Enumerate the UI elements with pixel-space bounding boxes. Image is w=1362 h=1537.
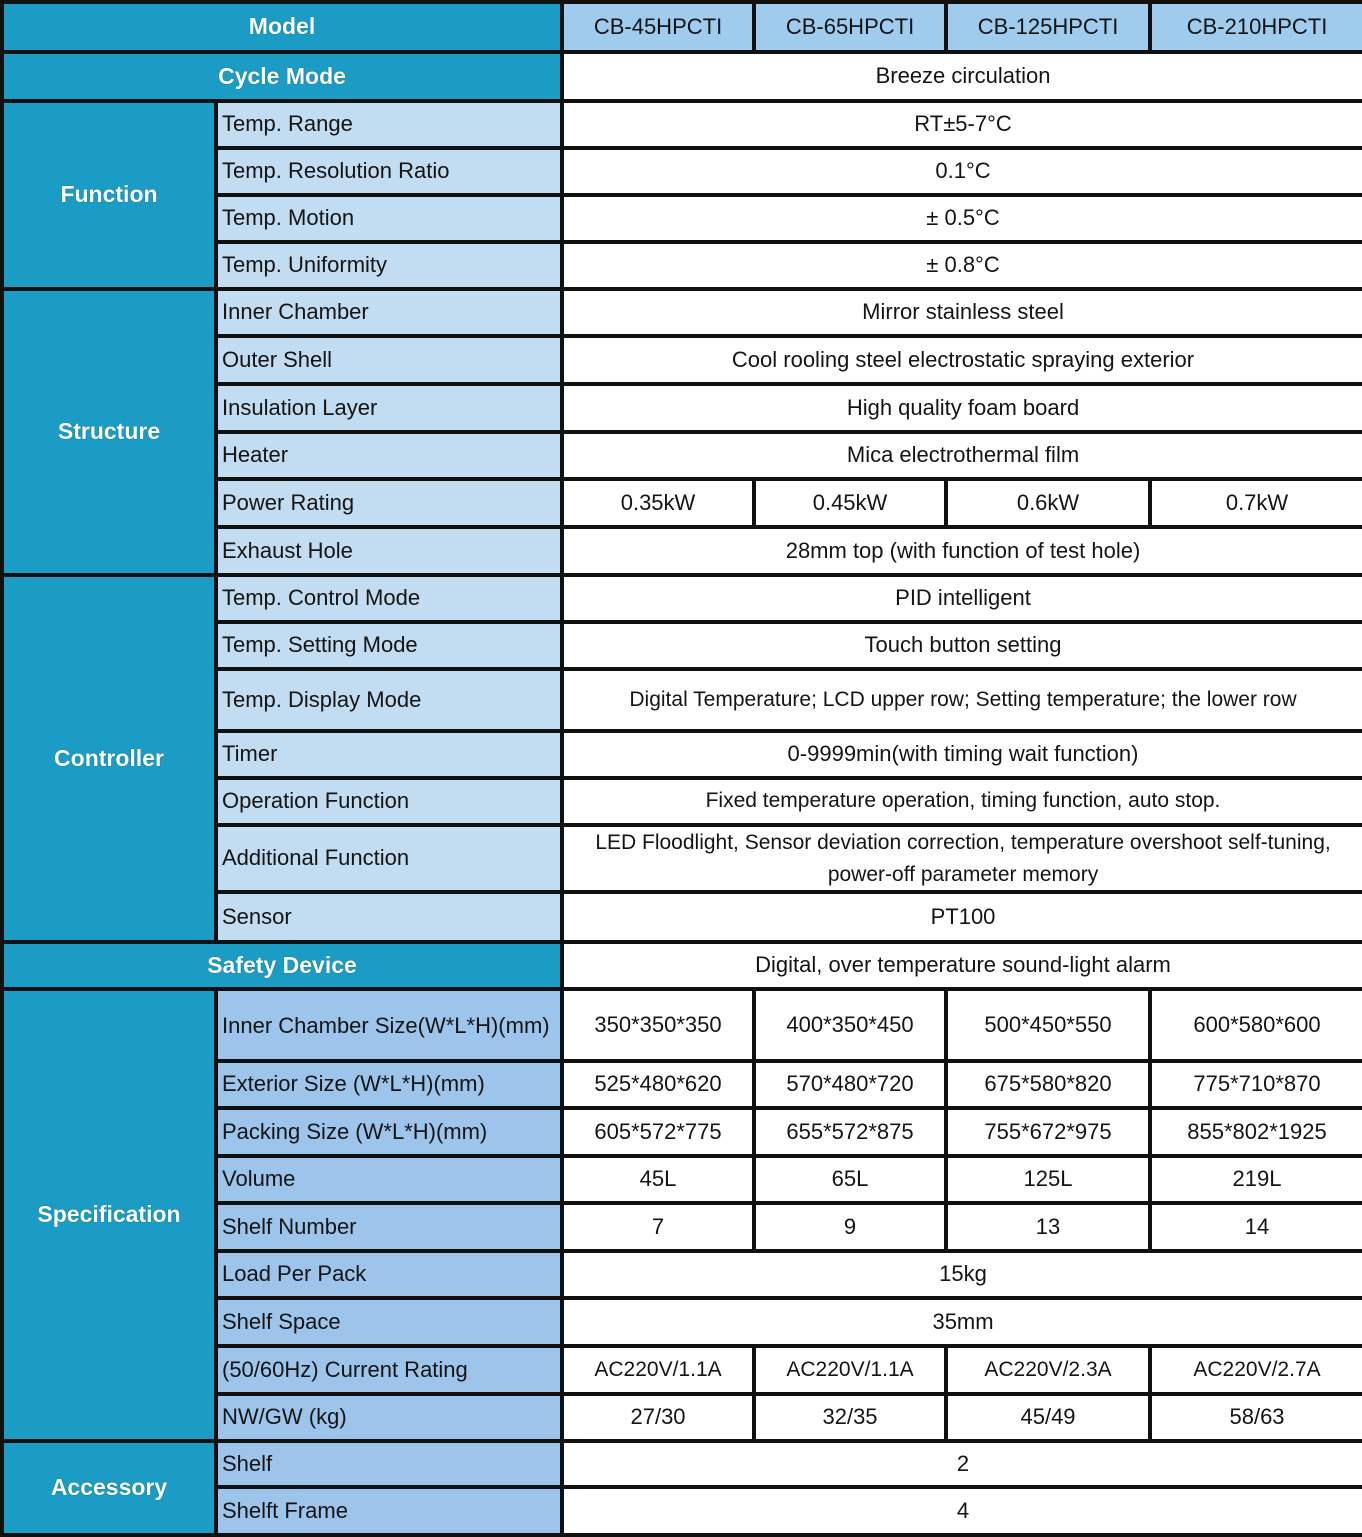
model-label: Model — [2, 2, 562, 52]
row-label: Heater — [216, 432, 562, 479]
row-value: 14 — [1150, 1203, 1362, 1251]
row-value: 400*350*450 — [754, 989, 946, 1061]
controller-category: Controller — [2, 575, 216, 942]
table-row — [2, 1441, 1362, 1487]
row-label: Power Rating — [216, 479, 562, 527]
row-value: Cool rooling steel electrostatic spraying exterior — [562, 336, 1362, 384]
row-value: 855*802*1925 — [1150, 1108, 1362, 1156]
row-value: 600*580*600 — [1150, 989, 1362, 1061]
row-value: Fixed temperature operation, timing function, auto stop. — [562, 778, 1362, 825]
row-value: 0.1°C — [562, 148, 1362, 195]
table-row — [2, 289, 1362, 336]
row-value: 65L — [754, 1156, 946, 1203]
table-row — [2, 101, 1362, 148]
row-value: 35mm — [562, 1298, 1362, 1346]
row-label: Shelf — [216, 1441, 562, 1487]
row-label: Packing Size (W*L*H)(mm) — [216, 1108, 562, 1156]
row-value: 27/30 — [562, 1394, 754, 1441]
row-label: Timer — [216, 731, 562, 778]
row-value: RT±5-7°C — [562, 101, 1362, 148]
row-value: PID intelligent — [562, 575, 1362, 622]
row-value: 28mm top (with function of test hole) — [562, 527, 1362, 575]
row-value: 219L — [1150, 1156, 1362, 1203]
row-value: 0.7kW — [1150, 479, 1362, 527]
row-value: 350*350*350 — [562, 989, 754, 1061]
model-name: CB-45HPCTI — [562, 2, 754, 52]
row-value: 13 — [946, 1203, 1150, 1251]
row-label: Shelf Number — [216, 1203, 562, 1251]
row-value: 9 — [754, 1203, 946, 1251]
row-label: (50/60Hz) Current Rating — [216, 1346, 562, 1394]
cycle-mode-row — [2, 52, 1362, 101]
model-row — [2, 2, 1362, 52]
function-category: Function — [2, 101, 216, 289]
row-label: Temp. Resolution Ratio — [216, 148, 562, 195]
row-label: Insulation Layer — [216, 384, 562, 432]
row-value: 675*580*820 — [946, 1061, 1150, 1108]
row-label: NW/GW (kg) — [216, 1394, 562, 1441]
row-label: Operation Function — [216, 778, 562, 825]
row-label: Exhaust Hole — [216, 527, 562, 575]
row-value: 2 — [562, 1441, 1362, 1487]
row-value: AC220V/2.7A — [1150, 1346, 1362, 1394]
table-row — [2, 575, 1362, 622]
row-value: 0-9999min(with timing wait function) — [562, 731, 1362, 778]
row-label: Temp. Control Mode — [216, 575, 562, 622]
row-value: AC220V/2.3A — [946, 1346, 1150, 1394]
row-label: Load Per Pack — [216, 1251, 562, 1298]
row-label: Additional Function — [216, 825, 562, 892]
row-label: Shelf Space — [216, 1298, 562, 1346]
row-label: Volume — [216, 1156, 562, 1203]
row-value: 58/63 — [1150, 1394, 1362, 1441]
model-name: CB-210HPCTI — [1150, 2, 1362, 52]
row-value: 125L — [946, 1156, 1150, 1203]
row-label: Shelft Frame — [216, 1487, 562, 1535]
accessory-category: Accessory — [2, 1441, 216, 1535]
specification-category: Specification — [2, 989, 216, 1441]
row-value: 15kg — [562, 1251, 1362, 1298]
row-value: 45/49 — [946, 1394, 1150, 1441]
row-value: 605*572*775 — [562, 1108, 754, 1156]
row-value: 32/35 — [754, 1394, 946, 1441]
row-value: 755*672*975 — [946, 1108, 1150, 1156]
row-value: Touch button setting — [562, 622, 1362, 669]
row-value: 570*480*720 — [754, 1061, 946, 1108]
safety-device-row — [2, 942, 1362, 989]
row-value: 7 — [562, 1203, 754, 1251]
row-label: Temp. Uniformity — [216, 242, 562, 289]
row-label: Exterior Size (W*L*H)(mm) — [216, 1061, 562, 1108]
row-label: Temp. Setting Mode — [216, 622, 562, 669]
row-value: ± 0.5°C — [562, 195, 1362, 242]
cycle-mode-label: Cycle Mode — [2, 52, 562, 101]
row-value: High quality foam board — [562, 384, 1362, 432]
cycle-mode-value: Breeze circulation — [562, 52, 1362, 101]
row-value: 0.6kW — [946, 479, 1150, 527]
row-value: 0.45kW — [754, 479, 946, 527]
row-value: 655*572*875 — [754, 1108, 946, 1156]
model-name: CB-65HPCTI — [754, 2, 946, 52]
row-label: Temp. Motion — [216, 195, 562, 242]
safety-device-value: Digital, over temperature sound-light alarm — [562, 942, 1362, 989]
row-value: 4 — [562, 1487, 1362, 1535]
row-value: 0.35kW — [562, 479, 754, 527]
row-value: 45L — [562, 1156, 754, 1203]
row-value: Mica electrothermal film — [562, 432, 1362, 479]
row-value: AC220V/1.1A — [562, 1346, 754, 1394]
row-value: Digital Temperature; LCD upper row; Setting temperature; the lower row — [562, 669, 1362, 731]
row-label: Sensor — [216, 892, 562, 942]
row-value: 775*710*870 — [1150, 1061, 1362, 1108]
row-value: 525*480*620 — [562, 1061, 754, 1108]
row-label: Temp. Display Mode — [216, 669, 562, 731]
row-value: ± 0.8°C — [562, 242, 1362, 289]
model-name: CB-125HPCTI — [946, 2, 1150, 52]
row-label: Temp. Range — [216, 101, 562, 148]
row-value: 500*450*550 — [946, 989, 1150, 1061]
row-value: PT100 — [562, 892, 1362, 942]
row-label: Inner Chamber Size(W*L*H)(mm) — [216, 989, 562, 1061]
row-label: Inner Chamber — [216, 289, 562, 336]
row-value: LED Floodlight, Sensor deviation correction, temperature overshoot self-tuning, power-off parameter memory — [562, 825, 1362, 892]
structure-category: Structure — [2, 289, 216, 575]
table-row — [2, 989, 1362, 1061]
row-value: Mirror stainless steel — [562, 289, 1362, 336]
row-label: Outer Shell — [216, 336, 562, 384]
safety-device-label: Safety Device — [2, 942, 562, 989]
row-value: AC220V/1.1A — [754, 1346, 946, 1394]
